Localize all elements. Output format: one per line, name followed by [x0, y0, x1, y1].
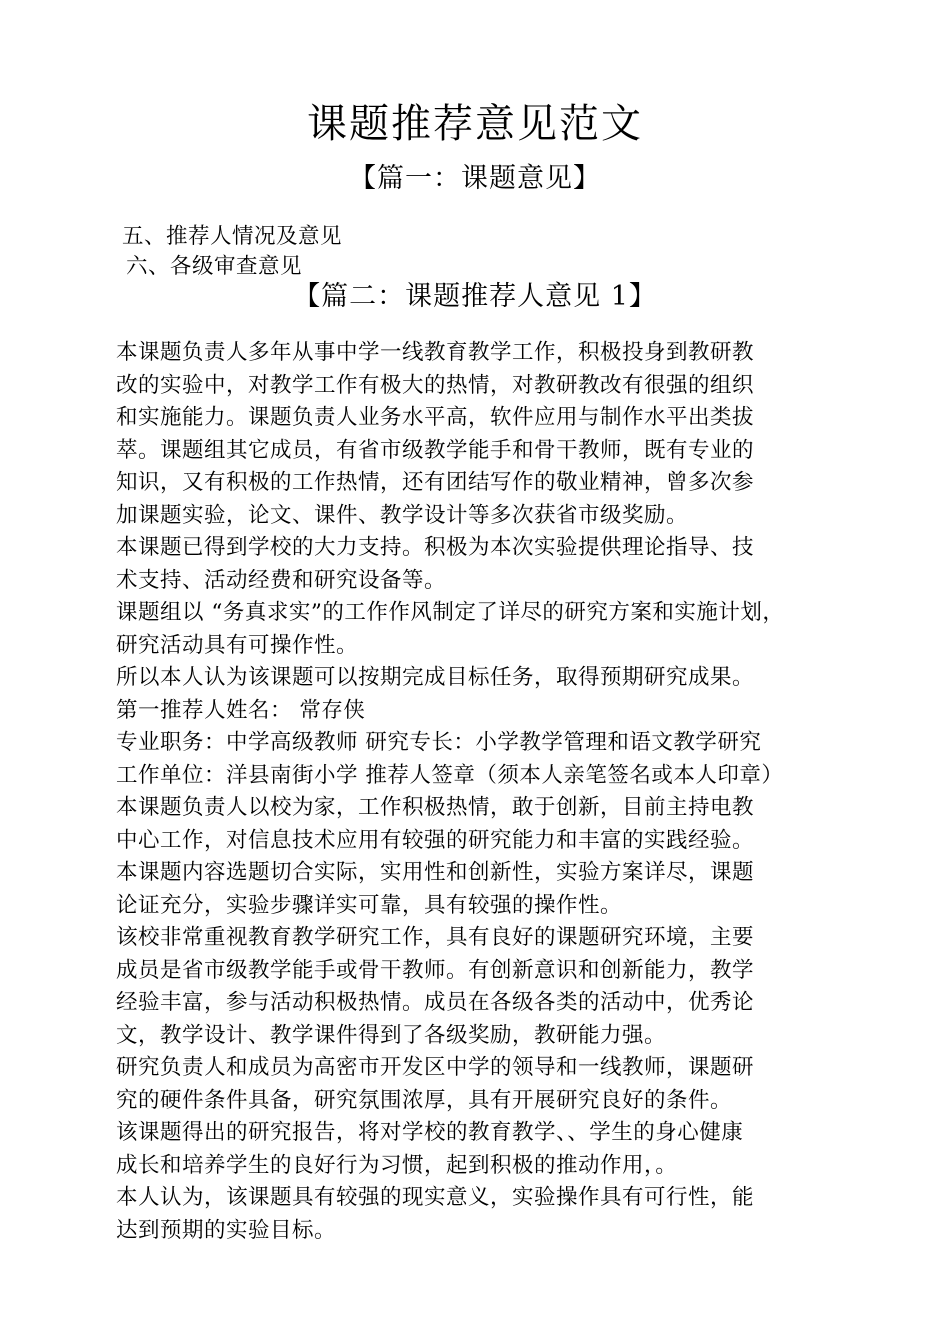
body-line: 工作单位：洋县南街小学 推荐人签章（须本人亲笔签名或本人印章）	[116, 762, 784, 788]
body-line: 第一推荐人姓名： 常存侠	[116, 697, 366, 723]
section-heading-2: 【篇二：课题推荐人意见 1】	[293, 281, 657, 312]
body-line: 改的实验中，对教学工作有极大的热情，对教研教改有很强的组织	[116, 372, 755, 398]
body-line: 本课题已得到学校的大力支持。积极为本次实验提供理论指导、技	[116, 535, 755, 560]
body-line: 该校非常重视教育教学研究工作，具有良好的课题研究环境，主要	[116, 925, 755, 950]
body-line: 达到预期的实验目标。	[116, 1217, 337, 1243]
body-line: 加课题实验，论文、课件、教学设计等多次获省市级奖励。	[116, 502, 689, 528]
body-line: 研究负责人和成员为高密市开发区中学的领导和一线教师，课题研	[116, 1055, 755, 1080]
document-title: 课题推荐意见范文	[307, 101, 643, 147]
body-line: 本课题内容选题切合实际，实用性和创新性，实验方案详尽，课题	[116, 860, 755, 885]
body-line: 知识，又有积极的工作热情，还有团结写作的敬业精神，曾多次参	[116, 470, 755, 495]
section1-line: 六、各级审查意见	[126, 254, 303, 279]
body-line: 究的硬件条件具备，研究氛围浓厚，具有开展研究良好的条件。	[116, 1087, 733, 1113]
body-line: 论证充分，实验步骤详实可靠，具有较强的操作性。	[116, 892, 623, 918]
body-line: 所以本人认为该课题可以按期完成目标任务，取得预期研究成果。	[116, 665, 755, 690]
body-line: 术支持、活动经费和研究设备等。	[116, 567, 447, 593]
body-line: 本课题负责人以校为家，工作积极热情，敢于创新，目前主持电教	[116, 795, 755, 820]
section1-line: 五、推荐人情况及意见	[122, 224, 343, 249]
body-line: 课题组以 “务真求实”的工作作风制定了详尽的研究方案和实施计划，	[116, 600, 785, 625]
body-line: 成员是省市级教学能手或骨干教师。有创新意识和创新能力，教学	[116, 957, 755, 983]
body-line: 中心工作，对信息技术应用有较强的研究能力和丰富的实践经验。	[116, 827, 755, 853]
section-heading-1: 【篇一：课题意见】	[349, 163, 601, 194]
body-line: 本课题负责人多年从事中学一线教育教学工作，积极投身到教研教	[116, 340, 755, 365]
body-line: 成长和培养学生的良好行为习惯，起到积极的推动作用，。	[116, 1152, 678, 1178]
body-line: 研究活动具有可操作性。	[116, 632, 359, 658]
body-line: 该课题得出的研究报告，将对学校的教育教学、、学生的身心健康	[116, 1120, 744, 1145]
body-line: 本人认为，该课题具有较强的现实意义，实验操作具有可行性，能	[116, 1185, 755, 1210]
body-line: 萃。课题组其它成员，有省市级教学能手和骨干教师，既有专业的	[116, 437, 755, 463]
body-line: 经验丰富，参与活动积极热情。成员在各级各类的活动中，优秀论	[116, 990, 755, 1015]
body-line: 和实施能力。课题负责人业务水平高，软件应用与制作水平出类拔	[116, 405, 755, 430]
body-line: 专业职务：中学高级教师 研究专长：小学教学管理和语文教学研究	[116, 730, 762, 755]
body-line: 文，教学设计、教学课件得到了各级奖励，教研能力强。	[116, 1022, 667, 1048]
